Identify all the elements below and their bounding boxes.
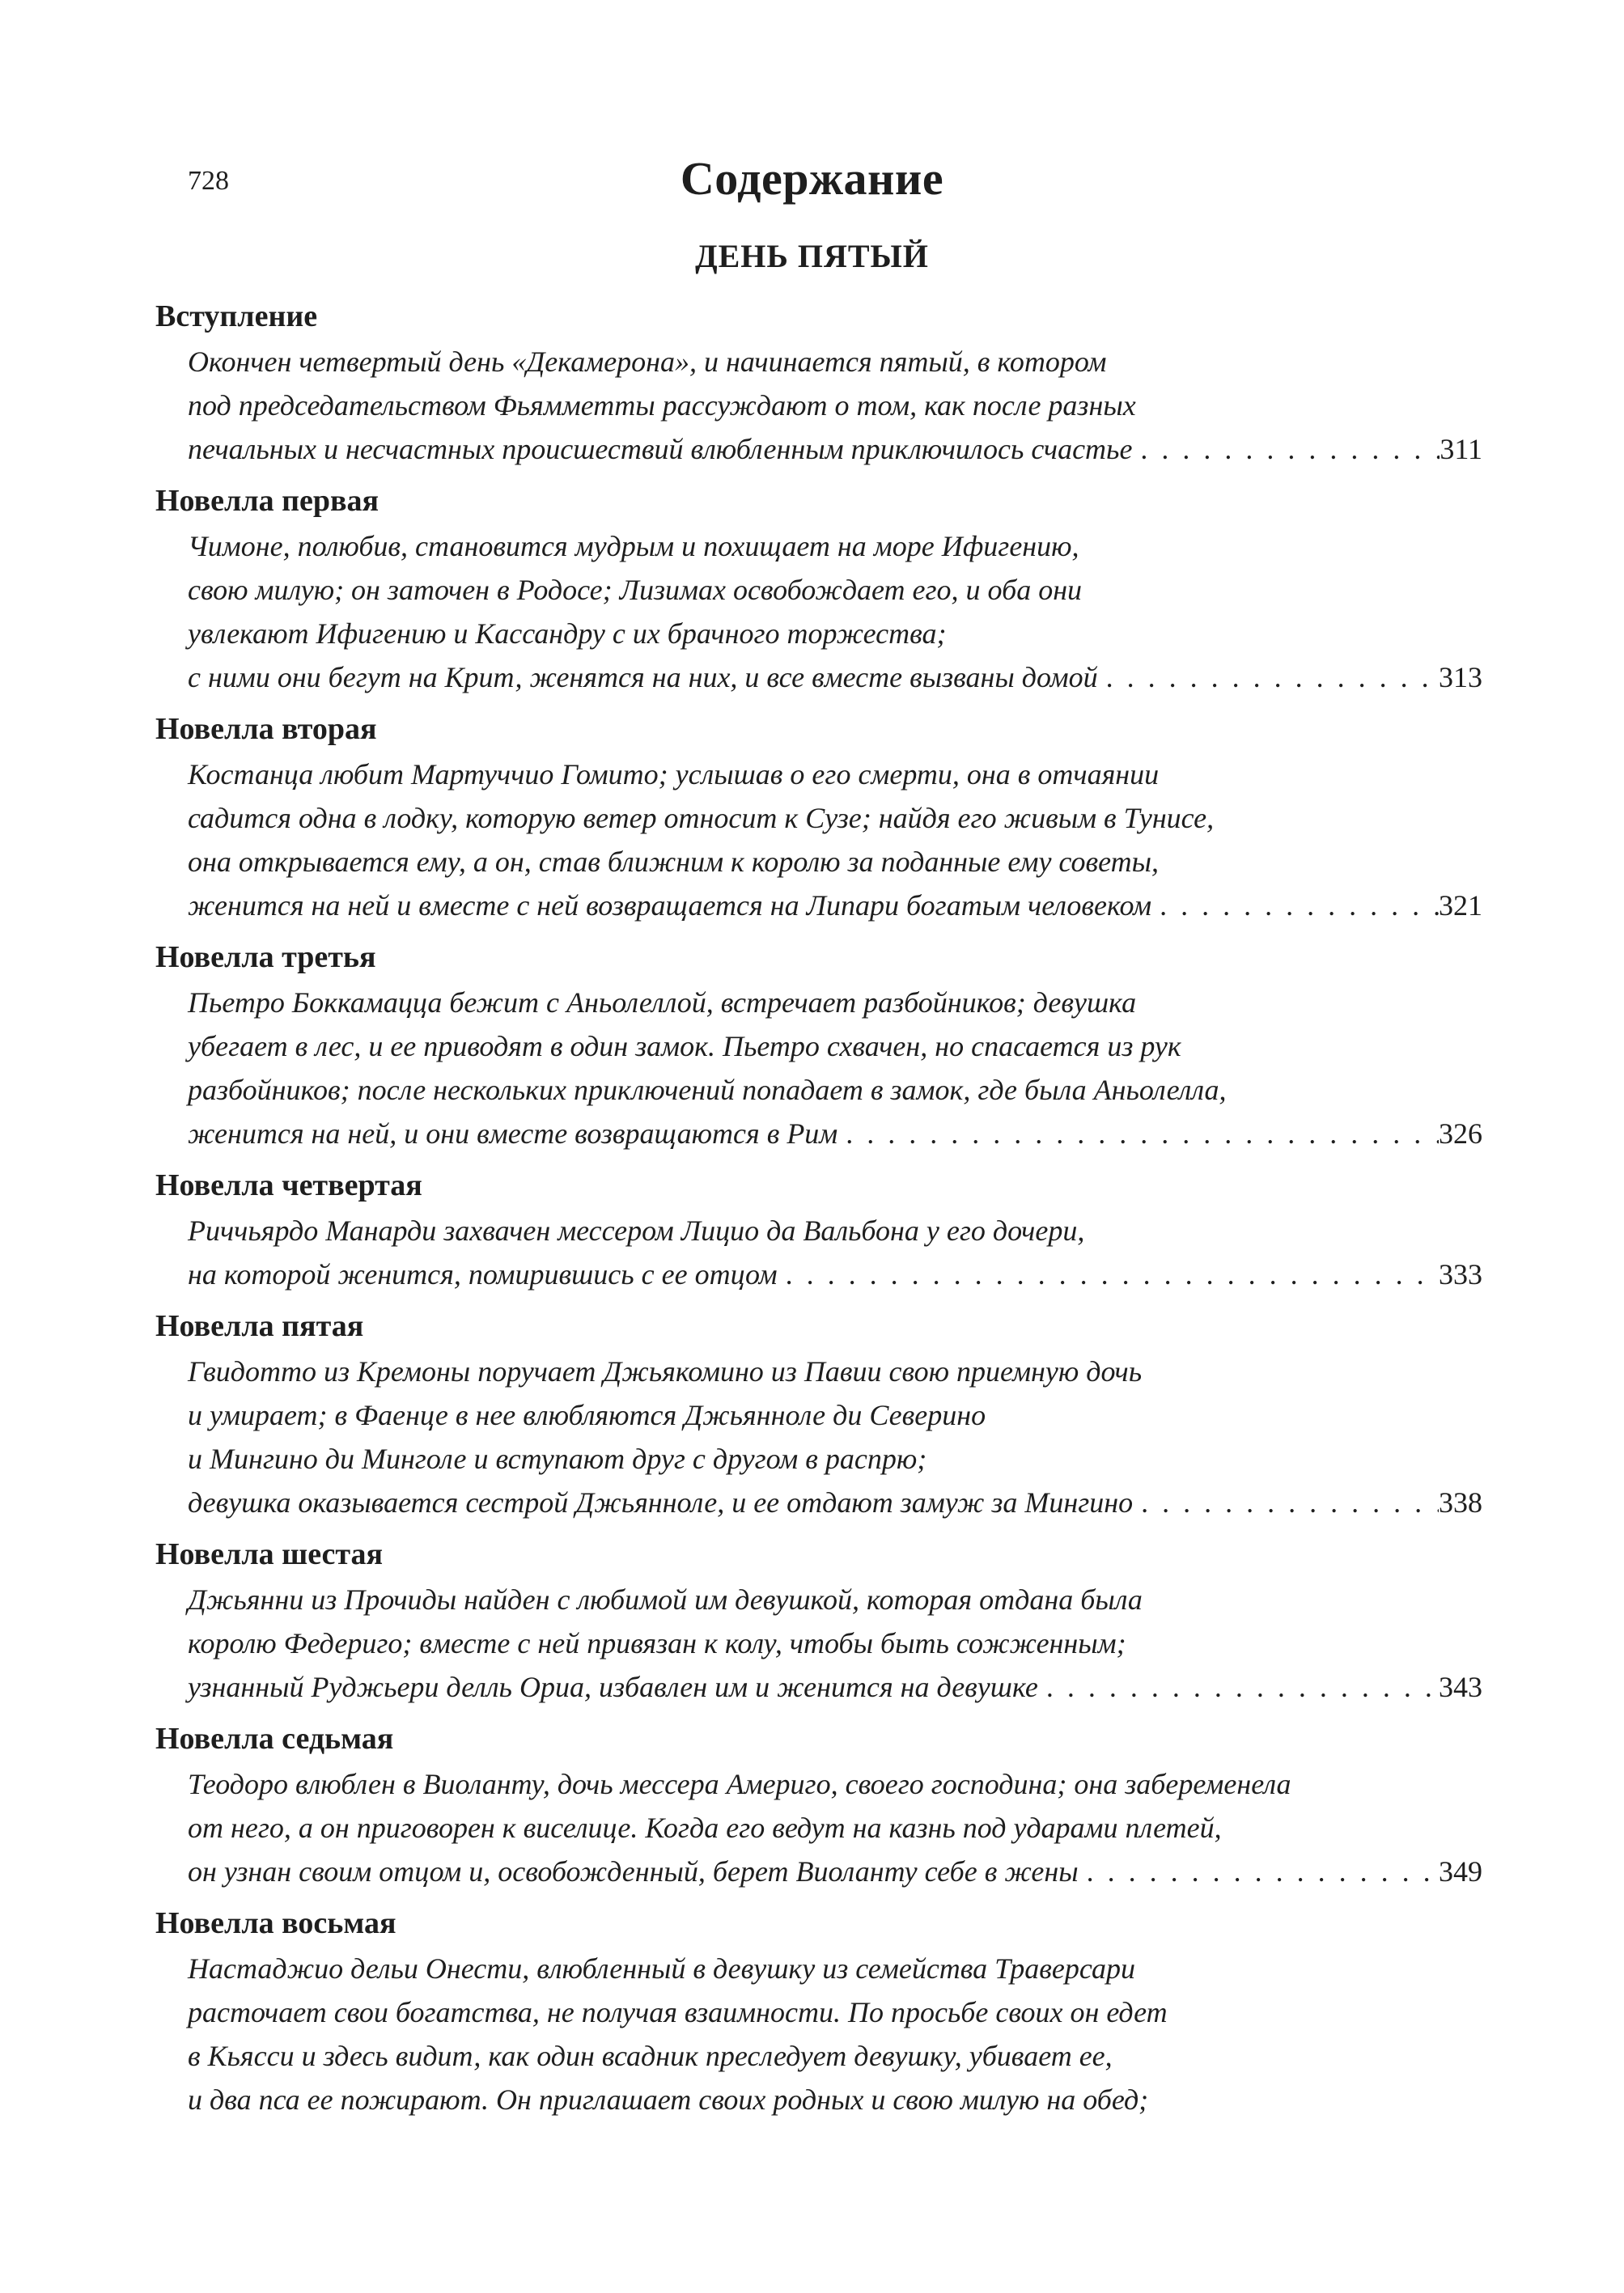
description-line-text: женится на ней и вместе с ней возвращается на Липари богатым человеком <box>188 889 1152 922</box>
toc-entry-heading: Новелла седьмая <box>155 1722 394 1756</box>
toc-entry <box>155 1306 1482 1524</box>
dot-leader <box>778 1252 1439 1296</box>
description-line: разбойников; после нескольких приключений попадает в замок, где была Аньолелла, <box>188 1074 1227 1106</box>
description-line: Костанца любит Мартуччио Гомито; услышав о его смерти, она в отчаянии <box>188 758 1160 790</box>
toc-entry <box>155 1165 1482 1296</box>
description-line <box>188 1252 1482 1296</box>
description-line: увлекают Ифигению и Кассандру с их брачного торжества; <box>188 617 947 650</box>
page-number: 728 <box>188 166 229 196</box>
description-line <box>188 655 1482 699</box>
description-line-text: женится на ней, и они вместе возвращаются в Рим <box>188 1117 838 1150</box>
toc-entry-heading: Новелла четвертая <box>155 1168 422 1202</box>
toc-entry-heading: Новелла шестая <box>155 1537 384 1571</box>
toc-entry <box>155 1903 1482 2121</box>
description-line: она открывается ему, а он, став ближним к королю за поданные ему советы, <box>188 846 1160 878</box>
toc-entry-description <box>188 1350 1482 1524</box>
toc-entry-description <box>188 340 1482 471</box>
description-line: и два пса ее пожирают. Он приглашает своих родных и свою милую на обед; <box>188 2083 1149 2116</box>
page-reference: 349 <box>1439 1855 1482 1888</box>
description-line: садится одна в лодку, которую ветер относит к Сузе; найдя его живым в Тунисе, <box>188 802 1215 834</box>
description-line-text: узнанный Руджьери делль Ориа, избавлен им и женится на девушке <box>188 1671 1038 1703</box>
toc-entry-heading: Новелла третья <box>155 940 376 974</box>
description-line <box>188 1665 1482 1709</box>
dot-leader <box>1098 655 1439 699</box>
dot-leader <box>1132 427 1440 471</box>
toc-entry <box>155 481 1482 699</box>
toc-entry-heading: Новелла пятая <box>155 1309 364 1343</box>
description-line <box>188 1481 1482 1524</box>
toc-entry-description <box>188 1947 1482 2121</box>
page-reference: 333 <box>1439 1258 1482 1291</box>
description-line: Настаджио дельи Онести, влюбленный в девушку из семейства Траверсари <box>188 1952 1135 1985</box>
toc-entry-heading: Вступление <box>155 299 318 333</box>
page-reference: 338 <box>1439 1486 1482 1519</box>
toc-entry-description <box>188 752 1482 927</box>
description-line: убегает в лес, и ее приводят в один замок. Пьетро схвачен, но спасается из рук <box>188 1030 1181 1062</box>
toc-entry-description <box>188 1578 1482 1709</box>
description-line: под председательством Фьямметты рассуждают о том, как после разных <box>188 389 1136 422</box>
dot-leader <box>1133 1481 1439 1524</box>
description-line: и умирает; в Фаенце в нее влюбляются Джьянноле ди Северино <box>188 1399 986 1431</box>
page-reference: 321 <box>1439 889 1482 922</box>
toc-entry-heading: Новелла первая <box>155 484 379 518</box>
description-line: и Мингино ди Минголе и вступают друг с другом в распрю; <box>188 1443 927 1475</box>
description-line: Гвидотто из Кремоны поручает Джьякомино из Павии свою приемную дочь <box>188 1355 1143 1388</box>
description-line-text: на которой женится, помирившись с ее отцом <box>188 1258 778 1291</box>
dot-leader <box>1038 1665 1439 1709</box>
toc-entry-description <box>188 981 1482 1155</box>
description-line: расточает свои богатства, не получая взаимности. По просьбе своих он едет <box>188 1996 1168 2028</box>
description-line-text: печальных и несчастных происшествий влюбленным приключилось счастье <box>188 433 1133 465</box>
description-line: королю Федериго; вместе с ней привязан к колу, чтобы быть сожженным; <box>188 1627 1126 1659</box>
toc-entry-heading: Новелла восьмая <box>155 1906 396 1940</box>
toc-entry <box>155 937 1482 1155</box>
description-line-text: девушка оказывается сестрой Джьянноле, и ее отдают замуж за Мингино <box>188 1486 1134 1519</box>
toc-entry-description <box>188 524 1482 699</box>
description-line: Джьянни из Прочиды найден с любимой им девушкой, которая отдана была <box>188 1583 1143 1616</box>
description-line-text: с ними они бегут на Крит, женятся на них, и все вместе вызваны домой <box>188 661 1098 693</box>
description-line: Пьетро Боккамацца бежит с Аньолеллой, встречает разбойников; девушка <box>188 986 1137 1019</box>
description-line: Риччьярдо Манарди захвачен мессером Лицио да Вальбона у его дочери, <box>188 1214 1085 1247</box>
table-of-contents <box>155 296 1482 2131</box>
description-line: свою милую; он заточен в Родосе; Лизимах освобождает его, и оба они <box>188 574 1083 606</box>
toc-entry <box>155 709 1482 927</box>
page-reference: 313 <box>1439 661 1482 693</box>
dot-leader <box>1151 884 1439 927</box>
page-reference: 343 <box>1439 1671 1482 1703</box>
description-line <box>188 1112 1482 1155</box>
description-line <box>188 1850 1482 1893</box>
toc-entry <box>155 1719 1482 1893</box>
toc-entry-heading: Новелла вторая <box>155 712 377 746</box>
description-line: от него, а он приговорен к виселице. Когда его ведут на казнь под ударами плетей, <box>188 1812 1222 1844</box>
description-line: Чимоне, полюбив, становится мудрым и похищает на море Ифигению, <box>188 530 1079 562</box>
description-line <box>188 427 1482 471</box>
description-line: Окончен четвертый день «Декамерона», и начинается пятый, в котором <box>188 345 1107 378</box>
description-line <box>188 884 1482 927</box>
toc-entry-description <box>188 1762 1482 1893</box>
toc-entry <box>155 296 1482 471</box>
toc-entry <box>155 1534 1482 1709</box>
section-title: ДЕНЬ ПЯТЫЙ <box>695 238 929 274</box>
page-reference: 326 <box>1439 1117 1482 1150</box>
description-line: в Кьясси и здесь видит, как один всадник преследует девушку, убивает ее, <box>188 2040 1113 2072</box>
description-line: Теодоро влюблен в Виоланту, дочь мессера Америго, своего господина; она забеременела <box>188 1768 1291 1800</box>
dot-leader <box>837 1112 1439 1155</box>
page-title: Содержание <box>680 152 944 205</box>
toc-entry-description <box>188 1209 1482 1296</box>
page-reference: 311 <box>1440 433 1482 465</box>
description-line-text: он узнан своим отцом и, освобожденный, берет Виоланту себе в жены <box>188 1855 1079 1888</box>
dot-leader <box>1079 1850 1439 1893</box>
